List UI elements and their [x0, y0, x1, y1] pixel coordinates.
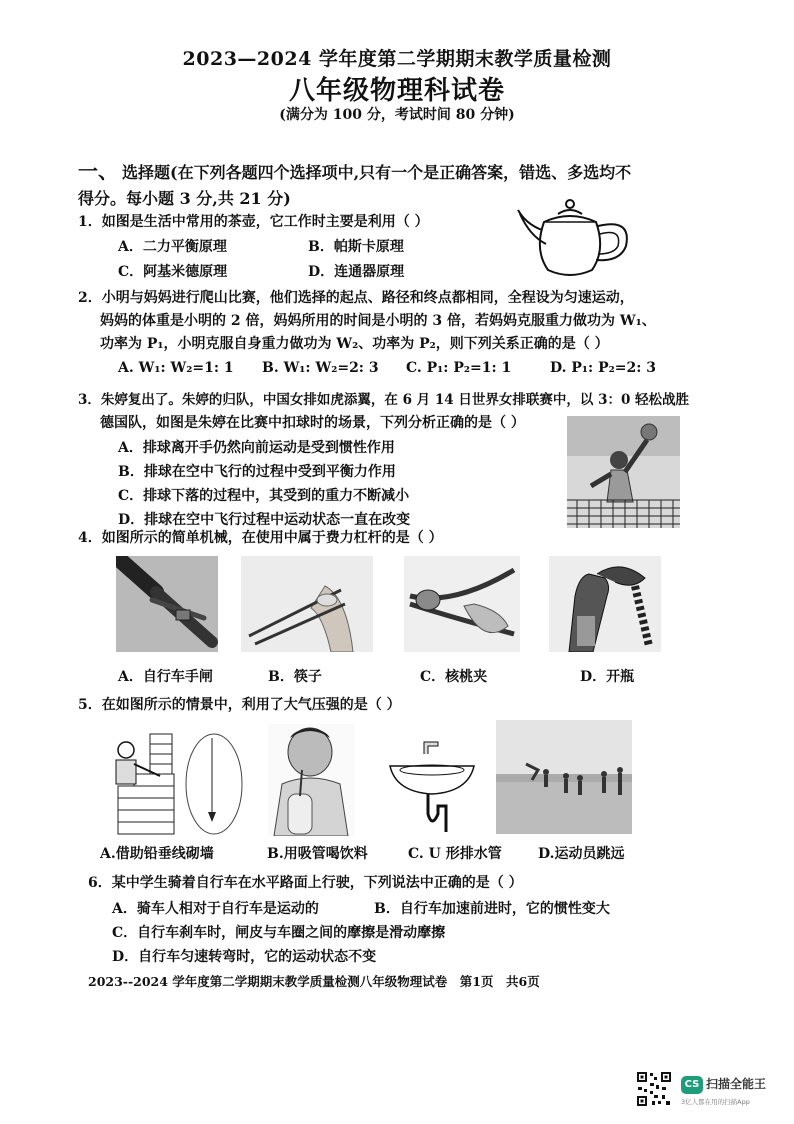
- camscanner-tagline: 3亿人都在用的扫描App: [681, 1098, 750, 1106]
- q3-line2: 德国队，如图是朱婷在比赛中扣球时的场景，下列分析正确的是（ ）: [100, 415, 525, 431]
- section-line1: 选择题(在下列各题四个选择项中,只有一个是正确答案，错选、多选均不: [122, 163, 632, 182]
- q4-caption-b: B．筷子: [268, 669, 322, 685]
- q2-line3: 功率为 P₁，小明克服自身重力做功为 W₂、功率为 P₂，则下列关系正确的是（ ）: [100, 336, 609, 352]
- q1-option-d: D．连通器原理: [308, 264, 405, 280]
- q1-stem: 1．如图是生活中常用的茶壶，它工作时主要是利用（ ）: [78, 214, 429, 230]
- camscanner-logo-icon: CS: [681, 1076, 703, 1094]
- q2-line1: 2．小明与妈妈进行爬山比赛，他们选择的起点、路径和终点都相同，全程设为匀速运动，: [78, 290, 634, 306]
- plumb-line-wall-drawing: [104, 724, 244, 836]
- bicycle-brake-lever-photo: [116, 556, 218, 652]
- q6-option-b: B．自行车加速前进时，它的惯性变大: [374, 901, 610, 917]
- page-footer: 2023--2024 学年度第二学期期末教学质量检测八年级物理试卷 第1页 共6页: [88, 974, 540, 989]
- q4-caption-a: A．自行车手闸: [118, 669, 213, 685]
- q3-option-a: A．排球离开手仍然向前运动是受到惯性作用: [118, 440, 395, 456]
- section-number: 一、: [78, 159, 118, 183]
- teapot-icon: [514, 196, 646, 282]
- q3-option-b: B．排球在空中飞行的过程中受到平衡力作用: [118, 464, 396, 480]
- q4-caption-d: D．开瓶: [580, 669, 635, 685]
- q6-stem: 6．某中学生骑着自行车在水平路面上行驶，下列说法中正确的是（ ）: [88, 875, 523, 891]
- exam-title-line2: 八年级物理科试卷: [288, 76, 505, 106]
- camscanner-name: 扫描全能王: [706, 1077, 767, 1091]
- exam-subtitle: (满分为 100 分，考试时间 80 分钟): [279, 107, 515, 123]
- q5-caption-c: C. U 形排水管: [408, 846, 502, 862]
- bottle-opener-photo: [549, 556, 661, 652]
- section-line2: 得分。每小题 3 分,共 21 分): [78, 189, 291, 208]
- q4-caption-c: C．核桃夹: [420, 669, 488, 685]
- q4-stem: 4．如图所示的简单机械，在使用中属于费力杠杆的是（ ）: [78, 530, 443, 546]
- q3-option-d: D．排球在空中飞行过程中运动状态一直在改变: [118, 512, 411, 528]
- q5-caption-b: B.用吸管喝饮料: [267, 846, 368, 862]
- exam-title-line1: 2023—2024 学年度第二学期期末教学质量检测: [182, 48, 612, 70]
- q2-option-b: B. W₁: W₂=2: 3: [262, 360, 379, 376]
- q6-option-a: A．骑车人相对于自行车是运动的: [112, 901, 319, 917]
- drinking-straw-photo: [268, 724, 354, 836]
- q1-option-c: C．阿基米德原理: [118, 264, 228, 280]
- q3-line1: 3．朱婷复出了。朱婷的归队，中国女排如虎添翼，在 6 月 14 日世界女排联赛中，以 3：0 轻松战胜: [78, 392, 690, 408]
- chopsticks-photo: [241, 556, 373, 652]
- u-drain-pipe-drawing: [386, 736, 478, 834]
- q5-stem: 5．在如图所示的情景中，利用了大气压强的是（ ）: [78, 697, 401, 713]
- q2-option-d: D. P₁: P₂=2: 3: [550, 360, 657, 376]
- q3-option-c: C．排球下落的过程中，其受到的重力不断减小: [118, 488, 410, 504]
- qr-code-icon: [636, 1071, 672, 1107]
- q2-option-a: A. W₁: W₂=1: 1: [118, 360, 234, 376]
- q6-option-d: D．自行车匀速转弯时，它的运动状态不变: [112, 949, 377, 965]
- q2-option-c: C. P₁: P₂=1: 1: [406, 360, 512, 376]
- q6-option-c: C．自行车刹车时，闸皮与车圈之间的摩擦是滑动摩擦: [112, 925, 446, 941]
- q1-option-b: B．帕斯卡原理: [308, 239, 404, 255]
- nutcracker-photo: [404, 556, 520, 652]
- long-jump-photo: [496, 720, 632, 834]
- q2-line2: 妈妈的体重是小明的 2 倍，妈妈所用的时间是小明的 3 倍，若妈妈克服重力做功为 W₁、: [100, 313, 656, 329]
- q1-option-a: A．二力平衡原理: [118, 239, 227, 255]
- volleyball-photo: [567, 416, 680, 528]
- q5-caption-d: D.运动员跳远: [538, 846, 625, 862]
- q5-caption-a: A.借助铅垂线砌墙: [100, 846, 214, 862]
